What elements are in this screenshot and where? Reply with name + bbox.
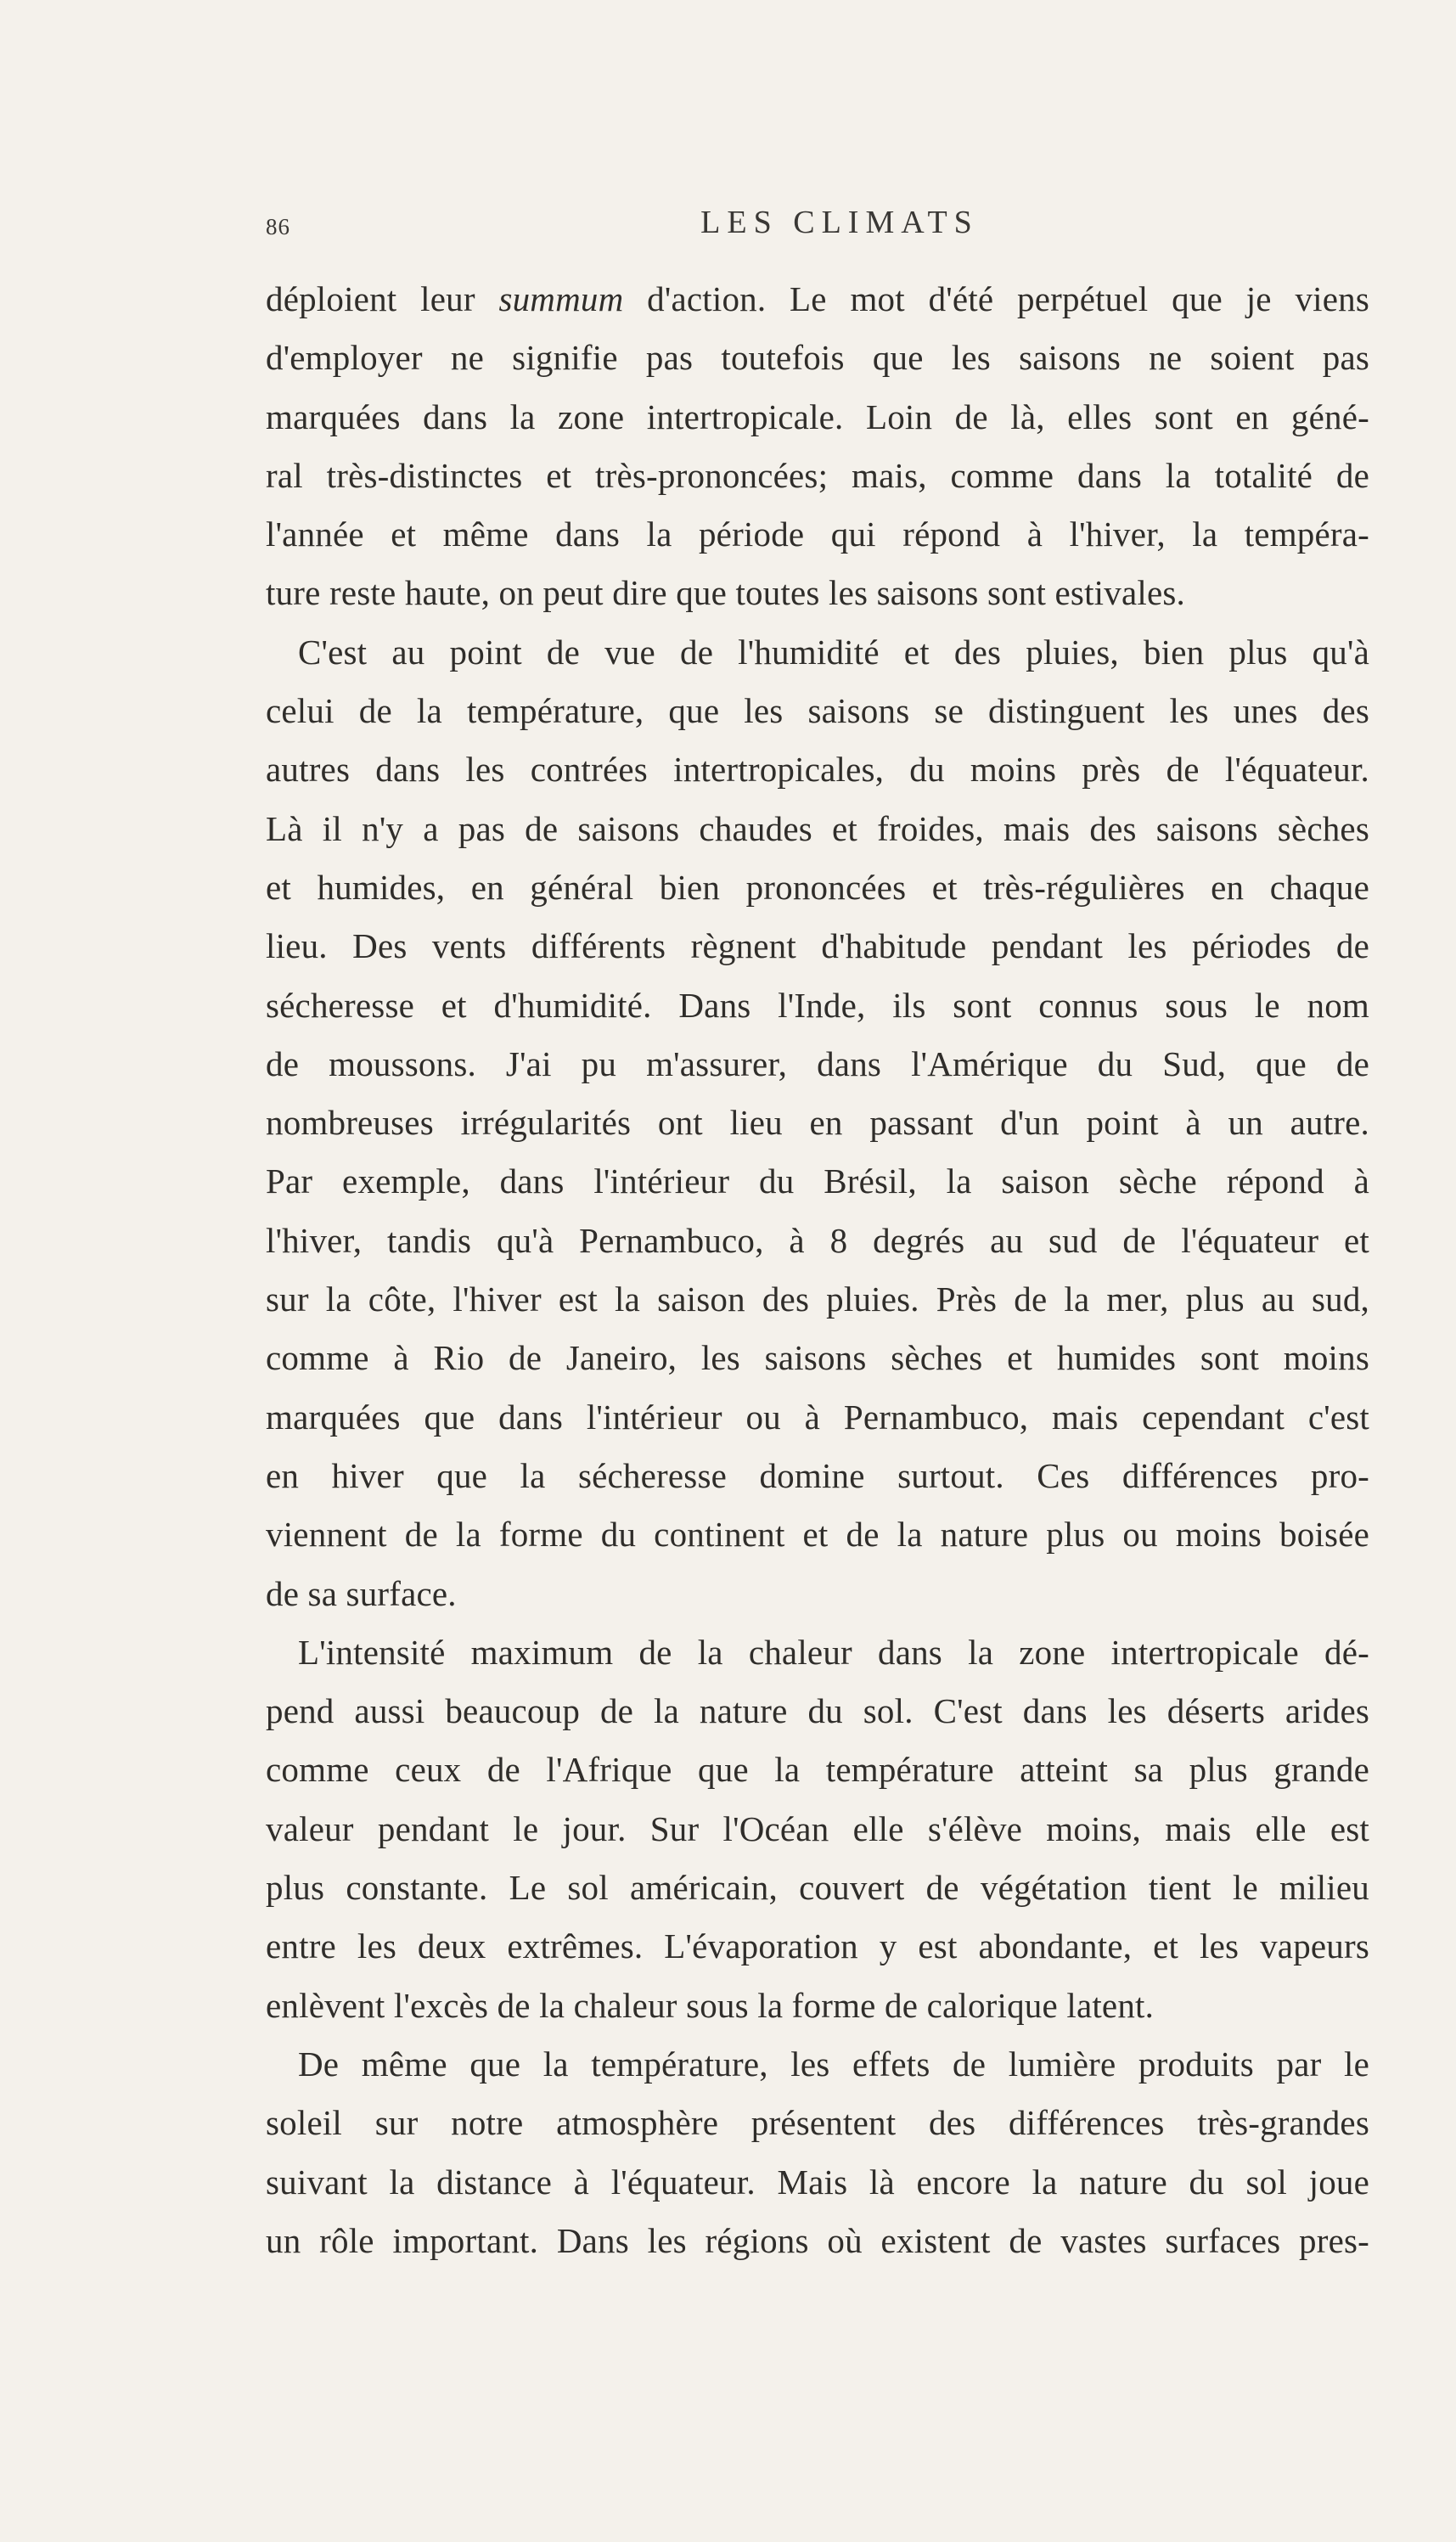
text-line: l'hiver, tandis qu'à Pernambuco, à 8 degrés au sud de l'équateur et — [266, 1220, 1369, 1260]
text-line: Là il n'y a pas de saisons chaudes et froides, mais des saisons sèches — [266, 808, 1369, 848]
text-line: de moussons. J'ai pu m'assurer, dans l'Amérique du Sud, que de — [266, 1043, 1369, 1083]
text-line: marquées que dans l'intérieur ou à Pernambuco, mais cependant c'est — [266, 1397, 1369, 1437]
text-line — [266, 270, 1369, 329]
text-run: déploient leur — [266, 279, 499, 318]
page-number: 86 — [266, 214, 290, 239]
text-line: l'année et même dans la période qui répond à l'hiver, la tempéra- — [266, 515, 1369, 554]
paragraph-start-line: C'est au point de vue de l'humidité et des pluies, bien plus qu'à — [298, 632, 1369, 672]
page-header — [266, 204, 1414, 255]
text-line: sur la côte, l'hiver est la saison des pluies. Près de la mer, plus au sud, — [266, 1279, 1369, 1319]
text-run: d'action. Le mot d'été perpétuel que je viens — [623, 279, 1369, 318]
text-line: suivant la distance à l'équateur. Mais là encore la nature du sol joue — [266, 2162, 1369, 2202]
text-line: d'employer ne signifie pas toutefois que les saisons ne soient pas — [266, 338, 1369, 378]
text-line: ral très-distinctes et très-prononcées; mais, comme dans la totalité de — [266, 455, 1369, 495]
text-line: autres dans les contrées intertropicales, du moins près de l'équateur. — [266, 750, 1369, 790]
text-line: comme à Rio de Janeiro, les saisons sèches et humides sont moins — [266, 1338, 1369, 1378]
paragraph-end-line: de sa surface. — [266, 1573, 457, 1613]
text-line: et humides, en général bien prononcées et très-régulières en chaque — [266, 867, 1369, 907]
body-text — [266, 270, 1369, 2270]
text-line: plus constante. Le sol américain, couvert de végétation tient le milieu — [266, 1868, 1369, 1908]
paragraph-start-line: De même que la température, les effets de lumière produits par le — [298, 2044, 1369, 2084]
text-line: valeur pendant le jour. Sur l'Océan elle s'élève moins, mais elle est — [266, 1808, 1369, 1848]
running-title: LES CLIMATS — [700, 205, 979, 240]
italic-term: summum — [498, 279, 624, 318]
text-line: entre les deux extrêmes. L'évaporation y est abondante, et les vapeurs — [266, 1926, 1369, 1966]
text-line: comme ceux de l'Afrique que la température atteint sa plus grande — [266, 1750, 1369, 1790]
text-line: pend aussi beaucoup de la nature du sol. C'est dans les déserts arides — [266, 1691, 1369, 1731]
text-line: nombreuses irrégularités ont lieu en passant d'un point à un autre. — [266, 1103, 1369, 1143]
paragraph-end-line: ture reste haute, on peut dire que toutes les saisons sont estivales. — [266, 573, 1185, 613]
text-line: en hiver que la sécheresse domine surtout. Ces différences pro- — [266, 1455, 1369, 1495]
text-line: Par exemple, dans l'intérieur du Brésil, la saison sèche répond à — [266, 1161, 1369, 1201]
text-line: soleil sur notre atmosphère présentent des différences très-grandes — [266, 2103, 1369, 2143]
text-line: un rôle important. Dans les régions où existent de vastes surfaces pres- — [266, 2220, 1369, 2260]
text-line: viennent de la forme du continent et de la nature plus ou moins boisée — [266, 1515, 1369, 1555]
paragraph-start-line: L'intensité maximum de la chaleur dans la zone intertropicale dé- — [298, 1632, 1369, 1672]
text-line: sécheresse et d'humidité. Dans l'Inde, ils sont connus sous le nom — [266, 985, 1369, 1025]
text-line: marquées dans la zone intertropicale. Loin de là, elles sont en géné- — [266, 396, 1369, 436]
text-line: celui de la température, que les saisons se distinguent les unes des — [266, 691, 1369, 731]
paragraph-end-line: enlèvent l'excès de la chaleur sous la forme de calorique latent. — [266, 1985, 1155, 2025]
text-line: lieu. Des vents différents règnent d'habitude pendant les périodes de — [266, 926, 1369, 966]
